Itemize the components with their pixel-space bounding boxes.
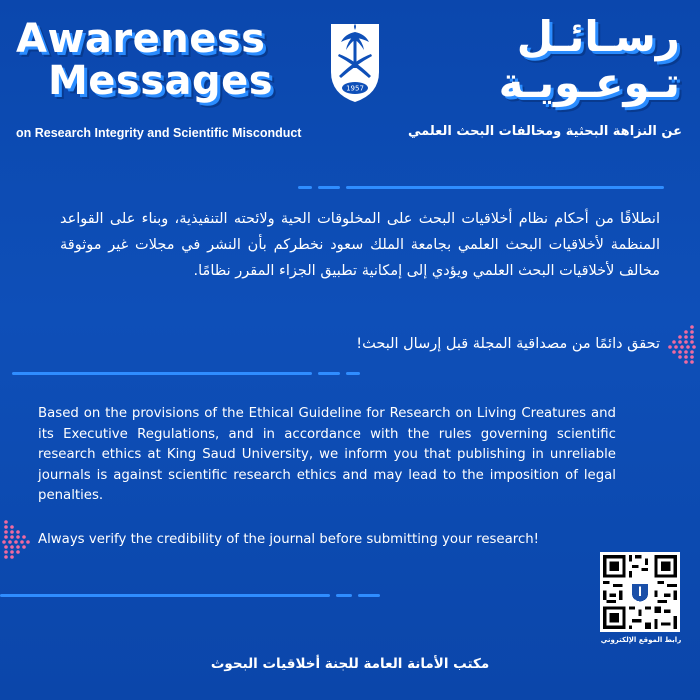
arabic-subtitle: عن النزاهة البحثية ومخالفات البحث العلمي [408, 124, 682, 139]
qr-code-icon [600, 552, 680, 632]
divider-bottom [0, 594, 380, 597]
palm-swords-emblem-icon [327, 20, 383, 104]
arabic-title-line2: تـوعـويـة [498, 58, 680, 107]
arabic-title-line1: رسـائـل [516, 12, 680, 61]
divider-top [298, 186, 664, 189]
dots-triangle-icon [668, 323, 698, 367]
english-body-text: Based on the provisions of the Ethical Guideline for Research on Living Creatures and its Executive Regulations, and in accordance with the rules governing scientific research ethics at King Saud University, we inform you that publishing in unreliable journals is against scientific research ethics and may lead to the imposition of legal penalties. [38, 406, 616, 503]
arabic-note: تحقق دائمًا من مصداقية المجلة قبل إرسال البحث! [356, 336, 660, 352]
qr-caption: رابط الموقع الإلكتروني [600, 636, 682, 644]
english-note: Always verify the credibility of the journal before submitting your research! [38, 532, 540, 547]
dots-triangle-left [2, 518, 32, 566]
english-title-line1: Awareness [16, 16, 266, 62]
qr-code[interactable] [600, 552, 680, 632]
dots-triangle-icon [2, 518, 32, 562]
english-subtitle: on Research Integrity and Scientific Misconduct [16, 126, 302, 140]
university-logo [327, 20, 383, 104]
logo-year: 1957 [346, 84, 364, 93]
divider-middle [12, 372, 360, 375]
english-title-line2: Messages [48, 58, 274, 104]
english-title [16, 18, 273, 102]
dots-triangle-right [668, 323, 698, 371]
footer-text: مكتب الأمانة العامة للجنة أخلاقيات البحوث [210, 656, 490, 672]
arabic-body-text: انطلاقًا من أحكام نظام أخلاقيات البحث على المخلوقات الحية ولائحته التنفيذية، وبناء على القواعد المنظمة لأخلاقيات البحث العلمي بجامعة الملك سعود نخطركم بأن النشر في مجلات غير موثوقة مخالف لأخلاقيات البحث العلمي ويؤدي إلى إمكانية تطبيق الجزاء المقرر نظامًا. [60, 211, 660, 279]
arabic-title [499, 14, 680, 106]
